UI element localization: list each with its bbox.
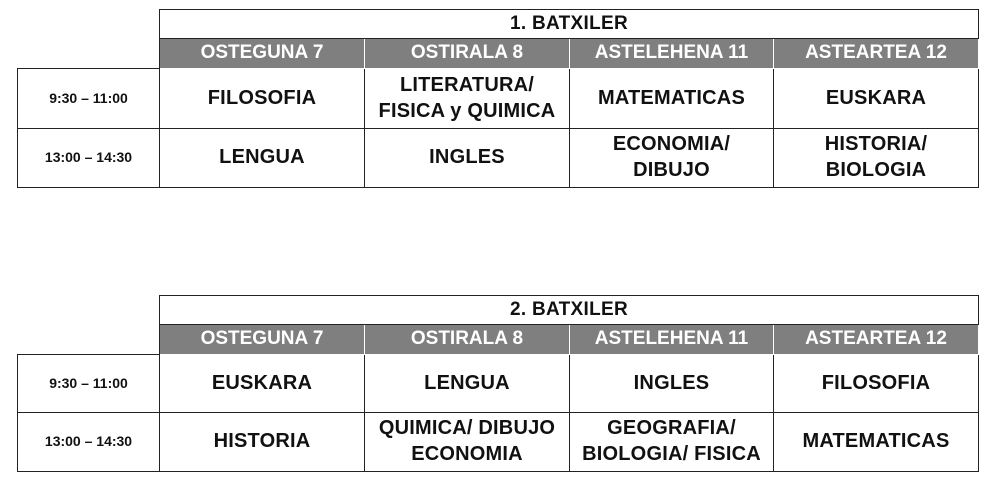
corner-blank <box>18 325 160 355</box>
subject-cell <box>570 69 774 129</box>
subject-line: DIBUJO <box>633 159 710 181</box>
subject-cell <box>774 129 979 188</box>
subject-line: HISTORIA <box>213 430 311 453</box>
subject-line: INGLES <box>429 146 505 169</box>
subject-line: ECONOMIA <box>411 443 523 465</box>
time-slot: 9:30 – 11:00 <box>18 355 160 413</box>
subject-cell <box>774 355 979 413</box>
subject-cell <box>365 413 570 472</box>
day-header: OSTIRALA 8 <box>365 325 570 355</box>
time-slot: 9:30 – 11:00 <box>18 69 160 129</box>
day-header: OSTEGUNA 7 <box>160 325 365 355</box>
subject-line: GEOGRAFIA/ <box>607 417 736 440</box>
day-header: ASTELEHENA 11 <box>570 325 774 355</box>
subject-line: FILOSOFIA <box>207 86 317 109</box>
subject-line: EUSKARA <box>825 86 927 109</box>
subject-cell <box>365 69 570 129</box>
day-header: ASTEARTEA 12 <box>774 325 979 355</box>
subject-cell <box>160 129 365 188</box>
subject-line: ECONOMIA/ <box>612 133 731 156</box>
subject-line: HISTORIA/ <box>824 133 928 156</box>
subject-cell <box>774 413 979 472</box>
subject-cell <box>570 355 774 413</box>
subject-line: LENGUA <box>219 146 305 169</box>
day-header: OSTIRALA 8 <box>365 39 570 69</box>
subject-line: LENGUA <box>424 371 510 394</box>
table-title: 2. BATXILER <box>160 296 979 325</box>
subject-cell <box>365 129 570 188</box>
subject-line: FISICA y QUIMICA <box>378 99 556 122</box>
subject-line: INGLES <box>633 371 710 394</box>
time-slot: 13:00 – 14:30 <box>18 129 160 188</box>
subject-cell <box>160 355 365 413</box>
subject-cell <box>570 129 774 188</box>
subject-line: MATEMATICAS <box>802 430 950 453</box>
corner-blank <box>18 10 160 39</box>
schedule-table-2 <box>17 295 979 472</box>
subject-cell <box>365 355 570 413</box>
subject-line: LITERATURA/ <box>399 73 535 96</box>
subject-cell <box>160 413 365 472</box>
table-title: 1. BATXILER <box>160 10 979 39</box>
subject-line: QUIMICA/ DIBUJO <box>378 417 556 440</box>
schedule-table-1 <box>17 9 979 188</box>
subject-line: BIOLOGIA <box>825 159 927 181</box>
subject-cell <box>570 413 774 472</box>
subject-cell <box>160 69 365 129</box>
subject-line: BIOLOGIA/ FISICA <box>582 443 761 465</box>
corner-blank <box>18 296 160 325</box>
day-header: ASTELEHENA 11 <box>570 39 774 69</box>
corner-blank <box>18 39 160 69</box>
subject-line: FILOSOFIA <box>821 371 931 394</box>
subject-cell <box>774 69 979 129</box>
time-slot: 13:00 – 14:30 <box>18 413 160 472</box>
day-header: ASTEARTEA 12 <box>774 39 979 69</box>
subject-line: EUSKARA <box>211 371 313 394</box>
subject-line: MATEMATICAS <box>598 86 745 109</box>
day-header: OSTEGUNA 7 <box>160 39 365 69</box>
